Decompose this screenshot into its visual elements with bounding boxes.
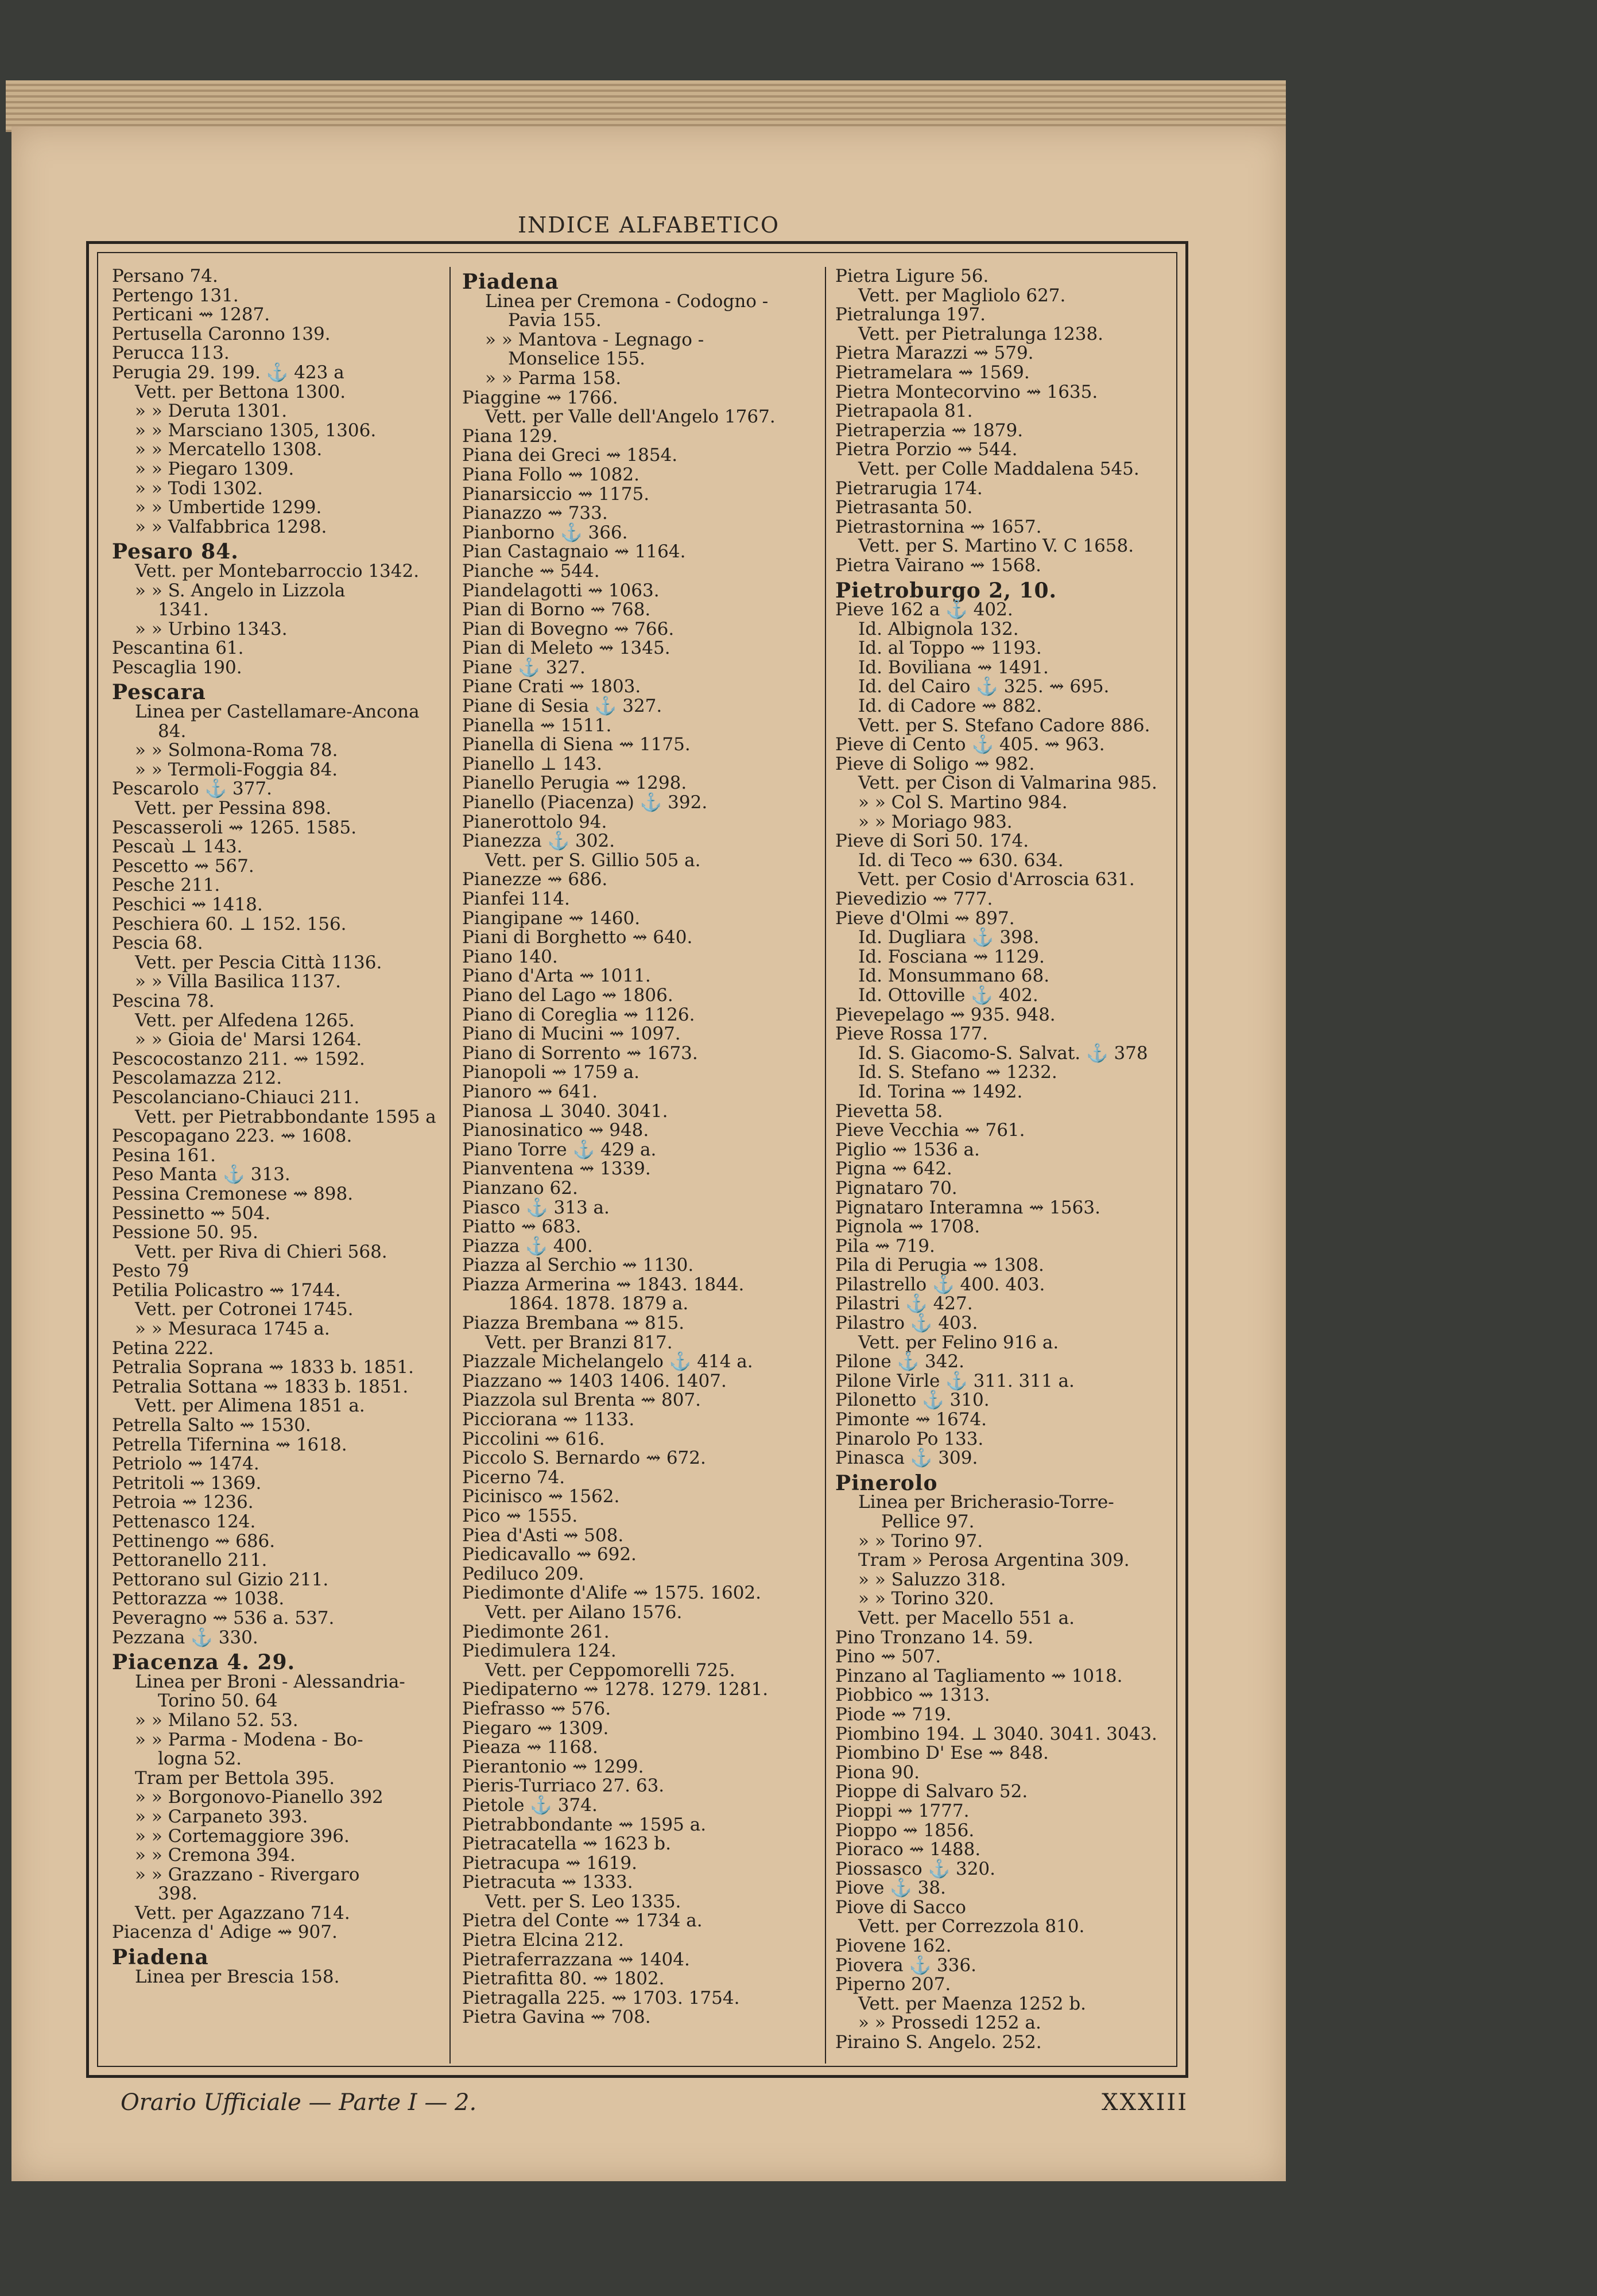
index-column-1	[112, 267, 439, 2064]
index-entry: Pescocostanzo 211. ⇝ 1592.	[112, 1048, 365, 1069]
index-entry: » » Saluzzo 318.	[858, 1569, 1006, 1590]
index-entry: 84.	[158, 720, 187, 742]
index-entry: Pianello Perugia ⇝ 1298.	[462, 773, 687, 794]
index-entry: Id. Torina ⇝ 1492.	[858, 1081, 1023, 1102]
index-entry: Piraino S. Angelo. 252.	[835, 2032, 1042, 2053]
index-entry: » » Deruta 1301.	[135, 401, 288, 422]
index-entry: Id. al Toppo ⇝ 1193.	[858, 638, 1042, 659]
index-entry: » » Cremona 394.	[135, 1845, 296, 1866]
index-entry: Piano Torre ⚓ 429 a.	[462, 1139, 657, 1160]
index-entry: Linea per Cremona - Codogno -	[485, 290, 769, 312]
index-entry: Pila ⇝ 719.	[835, 1235, 935, 1256]
index-entry: Pilastrello ⚓ 400. 403.	[835, 1274, 1045, 1295]
index-entry: Pierantonio ⇝ 1299.	[462, 1756, 644, 1777]
index-entry: Piperno 207.	[835, 1974, 951, 1995]
index-entry: Pilastro ⚓ 403.	[835, 1313, 978, 1334]
index-entry: Pilonetto ⚓ 310.	[835, 1390, 990, 1411]
index-entry: Piedipaterno ⇝ 1278. 1279. 1281.	[462, 1679, 769, 1700]
index-entry: Piazza Brembana ⇝ 815.	[462, 1313, 685, 1334]
index-entry: Pesto 79	[112, 1261, 189, 1282]
page-edge	[6, 80, 1286, 132]
index-entry: Piode ⇝ 719.	[835, 1704, 952, 1725]
index-entry: Pavia 155.	[508, 310, 602, 331]
index-entry: Pezzana ⚓ 330.	[112, 1627, 258, 1648]
index-entry: Pietra Vairano ⇝ 1568.	[835, 554, 1042, 576]
index-entry: Picerno 74.	[462, 1467, 565, 1488]
index-entry: Piedimonte d'Alife ⇝ 1575. 1602.	[462, 1583, 761, 1604]
index-entry: Piovene 162.	[835, 1936, 952, 1957]
index-heading: Pescara	[112, 680, 206, 705]
index-entry: Pietrapaola 81.	[835, 401, 973, 422]
index-entry: Pescetto ⇝ 567.	[112, 855, 254, 876]
index-entry: Pianoro ⇝ 641.	[462, 1081, 598, 1102]
index-entry: Pioppo ⇝ 1856.	[835, 1820, 975, 1841]
index-entry: Picinisco ⇝ 1562.	[462, 1486, 620, 1507]
index-entry: Vett. per Pietrabbondante 1595 a	[135, 1106, 436, 1127]
book-page	[11, 126, 1286, 2181]
index-entry: Piovera ⚓ 336.	[835, 1954, 976, 1976]
index-entry: Pieaza ⇝ 1168.	[462, 1737, 598, 1758]
index-entry: Vett. per Cosio d'Arroscia 631.	[858, 869, 1135, 890]
index-entry: Piglio ⇝ 1536 a.	[835, 1139, 980, 1160]
index-entry: Pietracuta ⇝ 1333.	[462, 1872, 633, 1893]
index-entry: Piombino D' Ese ⇝ 848.	[835, 1743, 1049, 1764]
index-entry: » » Todi 1302.	[135, 478, 263, 499]
index-entry: 1864. 1878. 1879 a.	[508, 1293, 689, 1314]
index-entry: Pioraco ⇝ 1488.	[835, 1839, 981, 1860]
index-entry: » » Borgonovo-Pianello 392	[135, 1787, 383, 1808]
index-entry: Piccolini ⇝ 616.	[462, 1428, 605, 1449]
index-entry: Id. S. Stefano ⇝ 1232.	[858, 1062, 1057, 1083]
index-entry: Vett. per Branzi 817.	[485, 1332, 673, 1353]
page-number: XXXIII	[1102, 2089, 1188, 2116]
index-entry: Pianfei 114.	[462, 889, 570, 909]
index-entry: Pieve Rossa 177.	[835, 1023, 989, 1045]
index-entry: Pietole ⚓ 374.	[462, 1794, 598, 1816]
index-entry: Pietra Elcina 212.	[462, 1930, 624, 1951]
index-entry: Pila di Perugia ⇝ 1308.	[835, 1255, 1044, 1276]
index-entry: » » Valfabbrica 1298.	[135, 516, 327, 537]
footer-title: Orario Ufficiale — Parte I — 2.	[121, 2089, 477, 2116]
index-entry: Id. del Cairo ⚓ 325. ⇝ 695.	[858, 676, 1110, 697]
index-entry: Linea per Broni - Alessandria-	[135, 1671, 405, 1692]
index-entry: Vett. per Felino 916 a.	[858, 1332, 1059, 1353]
index-entry: Pieve di Cento ⚓ 405. ⇝ 963.	[835, 734, 1105, 755]
index-entry: » » Parma - Modena - Bo-	[135, 1729, 363, 1750]
index-entry: Vett. per Alimena 1851 a.	[135, 1395, 365, 1417]
index-entry: Pinarolo Po 133.	[835, 1428, 984, 1449]
index-entry: Piano del Lago ⇝ 1806.	[462, 984, 673, 1006]
index-entry: Piana Follo ⇝ 1082.	[462, 464, 639, 485]
index-entry: Pescantina 61.	[112, 638, 244, 659]
index-entry: Tram per Bettola 395.	[135, 1767, 335, 1789]
index-entry: Piazza al Serchio ⇝ 1130.	[462, 1255, 694, 1276]
index-entry: Pino ⇝ 507.	[835, 1646, 941, 1667]
index-entry: Pertengo 131.	[112, 285, 239, 306]
index-entry: Pieve 162 a ⚓ 402.	[835, 599, 1013, 620]
index-entry: Pessione 50. 95.	[112, 1222, 258, 1243]
index-entry: Pilastri ⚓ 427.	[835, 1293, 973, 1314]
index-entry: Piana 129.	[462, 425, 558, 447]
index-entry: » » Mercatello 1308.	[135, 439, 323, 460]
index-entry: Pescolamazza 212.	[112, 1068, 282, 1089]
index-entry: Piazzano ⇝ 1403 1406. 1407.	[462, 1370, 727, 1391]
index-entry: Vett. per Agazzano 714.	[135, 1902, 350, 1923]
index-entry: Pessina Cremonese ⇝ 898.	[112, 1183, 354, 1204]
index-entry: Pietrastornina ⇝ 1657.	[835, 516, 1042, 537]
index-entry: Pianerottolo 94.	[462, 811, 607, 832]
index-entry: Pianello ⊥ 143.	[462, 753, 602, 774]
index-entry: Piea d'Asti ⇝ 508.	[462, 1525, 624, 1546]
index-entry: Perticani ⇝ 1287.	[112, 304, 270, 325]
index-entry: Monselice 155.	[508, 348, 646, 370]
index-entry: Pianello (Piacenza) ⚓ 392.	[462, 792, 708, 813]
index-entry: Piano di Mucini ⇝ 1097.	[462, 1023, 681, 1045]
index-entry: » » Solmona-Roma 78.	[135, 740, 338, 761]
index-entry: Pietralunga 197.	[835, 304, 986, 325]
index-entry: Linea per Brescia 158.	[135, 1966, 340, 1987]
index-entry: Id. Albignola 132.	[858, 618, 1019, 639]
index-frame	[86, 241, 1188, 2078]
index-entry: » » S. Angelo in Lizzola	[135, 580, 346, 601]
index-entry: Petralia Soprana ⇝ 1833 b. 1851.	[112, 1357, 414, 1378]
index-entry: Picciorana ⇝ 1133.	[462, 1409, 635, 1430]
column-divider	[449, 267, 451, 2064]
index-entry: Pescaù ⊥ 143.	[112, 836, 243, 858]
index-entry: Pievepelago ⇝ 935. 948.	[835, 1004, 1056, 1025]
index-entry: Pettorazza ⇝ 1038.	[112, 1588, 285, 1609]
index-entry: Piaggine ⇝ 1766.	[462, 387, 618, 408]
index-entry: Pianarsiccio ⇝ 1175.	[462, 483, 650, 505]
index-entry: Pievedizio ⇝ 777.	[835, 889, 993, 909]
index-entry: Piccolo S. Bernardo ⇝ 672.	[462, 1448, 706, 1469]
index-entry: Pianezza ⚓ 302.	[462, 831, 615, 852]
index-entry: Id. Ottoville ⚓ 402.	[858, 984, 1038, 1006]
index-entry: Piombino 194. ⊥ 3040. 3041. 3043.	[835, 1723, 1157, 1744]
index-entry: Vett. per Alfedena 1265.	[135, 1010, 355, 1031]
index-entry: Vett. per S. Stefano Cadore 886.	[858, 715, 1150, 736]
index-entry: Pescia 68.	[112, 933, 203, 954]
index-entry: Pignataro 70.	[835, 1177, 958, 1199]
index-entry: Vett. per Valle dell'Angelo 1767.	[485, 406, 776, 428]
index-entry: Pietraferrazzana ⇝ 1404.	[462, 1949, 690, 1970]
index-entry: Peschiera 60. ⊥ 152. 156.	[112, 913, 347, 934]
index-heading: Pesaro 84.	[112, 540, 239, 564]
index-entry: » » Col S. Martino 984.	[858, 792, 1068, 813]
index-entry: Pescopagano 223. ⇝ 1608.	[112, 1126, 352, 1147]
index-entry: » » Mantova - Legnago -	[485, 329, 704, 350]
index-entry: Pietrarugia 174.	[835, 478, 983, 499]
index-entry: Vett. per Cotronei 1745.	[135, 1299, 354, 1320]
index-entry: Pediluco 209.	[462, 1563, 584, 1584]
index-entry: logna 52.	[158, 1748, 242, 1770]
index-entry: Pinzano al Tagliamento ⇝ 1018.	[835, 1665, 1123, 1686]
index-entry: Vett. per Maenza 1252 b.	[858, 1993, 1087, 2014]
index-entry: Pessinetto ⇝ 504.	[112, 1203, 271, 1224]
index-column-2	[462, 267, 812, 2064]
index-entry: Piatto ⇝ 683.	[462, 1216, 582, 1238]
index-entry: Linea per Bricherasio-Torre-	[858, 1492, 1114, 1513]
index-entry: Piedimulera 124.	[462, 1640, 617, 1662]
index-entry: Peso Manta ⚓ 313.	[112, 1164, 290, 1185]
index-entry: Piossasco ⚓ 320.	[835, 1858, 995, 1879]
index-entry: Piani di Borghetto ⇝ 640.	[462, 927, 693, 948]
index-entry: Peschici ⇝ 1418.	[112, 894, 263, 915]
index-heading: Pinerolo	[835, 1471, 938, 1495]
index-entry: Pesina 161.	[112, 1145, 216, 1166]
index-entry: Piane ⚓ 327.	[462, 657, 586, 678]
index-entry: Vett. per Cison di Valmarina 985.	[858, 773, 1157, 794]
index-entry: Pettorano sul Gizio 211.	[112, 1569, 329, 1590]
index-entry: Pianazzo ⇝ 733.	[462, 503, 608, 524]
index-entry: Pietraperzia ⇝ 1879.	[835, 420, 1024, 441]
index-entry: Piazzale Michelangelo ⚓ 414 a.	[462, 1351, 753, 1372]
index-entry: Vett. per Pessina 898.	[135, 798, 332, 819]
index-entry: Pieve Vecchia ⇝ 761.	[835, 1120, 1025, 1141]
index-entry: 398.	[158, 1883, 198, 1905]
index-entry: Pietragalla 225. ⇝ 1703. 1754.	[462, 1987, 740, 2008]
index-entry: Linea per Castellamare-Ancona	[135, 701, 420, 723]
index-entry: Piasco ⚓ 313 a.	[462, 1197, 610, 1218]
index-entry: Id. Fosciana ⇝ 1129.	[858, 946, 1045, 967]
index-entry: Piana dei Greci ⇝ 1854.	[462, 445, 678, 466]
index-entry: Pietra Ligure 56.	[835, 267, 989, 286]
index-entry: Id. S. Giacomo-S. Salvat. ⚓ 378	[858, 1042, 1148, 1064]
index-entry: Vett. per S. Leo 1335.	[485, 1891, 681, 1912]
index-entry: » » Piegaro 1309.	[135, 458, 294, 479]
index-entry: Piedicavallo ⇝ 692.	[462, 1544, 637, 1565]
index-entry: Pimonte ⇝ 1674.	[835, 1409, 987, 1430]
index-entry: Pioppi ⇝ 1777.	[835, 1800, 970, 1821]
index-entry: Petilia Policastro ⇝ 1744.	[112, 1279, 341, 1301]
index-entry: Piazzola sul Brenta ⇝ 807.	[462, 1390, 701, 1411]
index-entry: Petrella Salto ⇝ 1530.	[112, 1415, 311, 1436]
index-heading: Pietroburgo 2, 10.	[835, 578, 1057, 603]
index-entry: Pignataro Interamna ⇝ 1563.	[835, 1197, 1100, 1218]
index-entry: Pettenasco 124.	[112, 1511, 256, 1532]
index-entry: Id. Monsummano 68.	[858, 965, 1050, 987]
index-entry: Pietra Marazzi ⇝ 579.	[835, 343, 1034, 364]
index-entry: Pescina 78.	[112, 990, 215, 1011]
index-entry: Pesche 211.	[112, 875, 220, 896]
index-entry: Pescolanciano-Chiauci 211.	[112, 1087, 360, 1108]
index-entry: » » Umbertide 1299.	[135, 497, 322, 518]
index-entry: Persano 74.	[112, 267, 218, 286]
index-entry: Pignola ⇝ 1708.	[835, 1216, 980, 1238]
index-entry: Piane di Sesia ⚓ 327.	[462, 696, 662, 717]
index-entry: Petrella Tifernina ⇝ 1618.	[112, 1434, 347, 1455]
index-entry: Pieve di Soligo ⇝ 982.	[835, 753, 1035, 774]
index-entry: Pino Tronzano 14. 59.	[835, 1627, 1034, 1648]
index-entry: Pietra Montecorvino ⇝ 1635.	[835, 381, 1098, 402]
index-entry: Pietrasanta 50.	[835, 497, 973, 518]
index-entry: Vett. per Macello 551 a.	[858, 1607, 1075, 1628]
index-entry: Piona 90.	[835, 1762, 920, 1783]
index-entry: Pian di Borno ⇝ 768.	[462, 599, 651, 620]
index-entry: Pianosinatico ⇝ 948.	[462, 1120, 649, 1141]
index-entry: Pietrafitta 80. ⇝ 1802.	[462, 1968, 665, 1989]
index-entry: Pian Castagnaio ⇝ 1164.	[462, 541, 686, 563]
index-entry: Piano di Sorrento ⇝ 1673.	[462, 1042, 698, 1064]
index-entry: Pigna ⇝ 642.	[835, 1158, 952, 1180]
index-entry: Vett. per Colle Maddalena 545.	[858, 458, 1139, 479]
index-entry: Piacenza d' Adige ⇝ 907.	[112, 1922, 338, 1943]
index-entry: Pettinengo ⇝ 686.	[112, 1530, 276, 1552]
index-entry: » » Torino 320.	[858, 1588, 994, 1609]
index-entry: Pianopoli ⇝ 1759 a.	[462, 1062, 639, 1083]
index-entry: Pianborno ⚓ 366.	[462, 522, 628, 543]
index-entry: Petralia Sottana ⇝ 1833 b. 1851.	[112, 1376, 409, 1397]
index-entry: Petriolo ⇝ 1474.	[112, 1453, 259, 1475]
index-entry: Id. di Teco ⇝ 630. 634.	[858, 850, 1064, 871]
index-entry: Petina 222.	[112, 1337, 214, 1359]
index-entry: Piedimonte 261.	[462, 1621, 610, 1642]
index-entry: Pianzano 62.	[462, 1177, 578, 1199]
index-entry: » » Cortemaggiore 396.	[135, 1825, 350, 1847]
index-entry: Pertusella Caronno 139.	[112, 323, 331, 344]
index-entry: Vett. per S. Gillio 505 a.	[485, 850, 701, 871]
index-entry: Petritoli ⇝ 1369.	[112, 1472, 262, 1494]
index-entry: » » Urbino 1343.	[135, 618, 288, 639]
index-entry: Pievetta 58.	[835, 1100, 943, 1122]
index-entry: Piano 140.	[462, 946, 558, 967]
index-entry: » » Gioia de' Marsi 1264.	[135, 1029, 362, 1050]
index-entry: Pilone ⚓ 342.	[835, 1351, 964, 1372]
index-entry: Id. di Cadore ⇝ 882.	[858, 696, 1042, 717]
index-entry: Pioppe di Salvaro 52.	[835, 1781, 1028, 1802]
index-column-3	[835, 267, 1180, 2064]
index-entry: Pianella di Siena ⇝ 1175.	[462, 734, 691, 755]
index-entry: » » Milano 52. 53.	[135, 1709, 299, 1731]
page-header: INDICE ALFABETICO	[517, 212, 780, 238]
index-entry: Pietracupa ⇝ 1619.	[462, 1852, 637, 1874]
index-entry: Vett. per Pietralunga 1238.	[858, 323, 1104, 344]
index-entry: Vett. per Magliolo 627.	[858, 285, 1066, 306]
index-entry: Pietrabbondante ⇝ 1595 a.	[462, 1814, 707, 1835]
index-entry: Piangipane ⇝ 1460.	[462, 907, 641, 929]
index-entry: Tram » Perosa Argentina 309.	[858, 1550, 1130, 1571]
index-entry: Piove ⚓ 38.	[835, 1878, 946, 1899]
column-divider	[825, 267, 826, 2064]
index-entry: Pescarolo ⚓ 377.	[112, 778, 272, 800]
index-entry: 1341.	[158, 599, 209, 620]
index-entry: Vett. per Ceppomorelli 725.	[485, 1659, 735, 1681]
index-entry: Petroia ⇝ 1236.	[112, 1492, 254, 1513]
index-entry: Piegaro ⇝ 1309.	[462, 1717, 609, 1739]
index-entry: Piane Crati ⇝ 1803.	[462, 676, 641, 697]
index-entry: Vett. per Pescia Città 1136.	[135, 952, 382, 973]
index-entry: Vett. per Montebarroccio 1342.	[135, 560, 420, 581]
index-entry: Vett. per Riva di Chieri 568.	[135, 1241, 387, 1262]
index-entry: Pianezze ⇝ 686.	[462, 869, 608, 890]
index-heading: Piadena	[462, 270, 559, 294]
index-entry: Piobbico ⇝ 1313.	[835, 1685, 990, 1706]
index-entry: » » Carpaneto 393.	[135, 1806, 308, 1827]
index-entry: » » Grazzano - Rivergaro	[135, 1864, 360, 1885]
index-entry: Pieve di Sori 50. 174.	[835, 831, 1029, 852]
index-entry: Id. Dugliara ⚓ 398.	[858, 927, 1040, 948]
index-entry: Vett. per S. Martino V. C 1658.	[858, 536, 1134, 557]
index-entry: Pinasca ⚓ 309.	[835, 1448, 978, 1469]
index-heading: Piacenza 4. 29.	[112, 1650, 296, 1675]
index-entry: Pietracatella ⇝ 1623 b.	[462, 1833, 671, 1855]
index-entry: Pico ⇝ 1555.	[462, 1506, 578, 1526]
index-entry: Piazza ⚓ 400.	[462, 1235, 593, 1256]
index-entry: Perucca 113.	[112, 343, 230, 364]
index-entry: Torino 50. 64	[158, 1690, 278, 1712]
index-entry: Piano d'Arta ⇝ 1011.	[462, 965, 651, 987]
index-entry: Pian di Bovegno ⇝ 766.	[462, 618, 675, 639]
index-entry: Pianventena ⇝ 1339.	[462, 1158, 651, 1180]
index-entry: Pieve d'Olmi ⇝ 897.	[835, 907, 1015, 929]
index-entry: » » Mesuraca 1745 a.	[135, 1318, 330, 1340]
index-entry: Id. Boviliana ⇝ 1491.	[858, 657, 1049, 678]
index-entry: Piove di Sacco	[835, 1896, 966, 1918]
index-entry: Vett. per Correzzola 810.	[858, 1916, 1085, 1937]
index-entry: Pianella ⇝ 1511.	[462, 715, 612, 736]
index-entry: » » Prossedi 1252 a.	[858, 2012, 1041, 2034]
index-entry: Pianche ⇝ 544.	[462, 560, 600, 581]
index-entry: Piazza Armerina ⇝ 1843. 1844.	[462, 1274, 745, 1295]
index-heading: Piadena	[112, 1945, 209, 1970]
index-entry: Pietra del Conte ⇝ 1734 a.	[462, 1910, 703, 1932]
index-entry: Vett. per Bettona 1300.	[135, 381, 346, 402]
index-entry: Pianosa ⊥ 3040. 3041.	[462, 1100, 668, 1122]
index-entry: Peveragno ⇝ 536 a. 537.	[112, 1607, 335, 1628]
index-entry: Pieris-Turriaco 27. 63.	[462, 1775, 665, 1797]
index-entry: Piandelagotti ⇝ 1063.	[462, 580, 660, 601]
index-entry: » » Marsciano 1305, 1306.	[135, 420, 377, 441]
index-entry: Perugia 29. 199. ⚓ 423 a	[112, 362, 344, 383]
index-entry: » » Parma 158.	[485, 367, 622, 389]
index-entry: Pellice 97.	[881, 1511, 975, 1532]
index-entry: Pietra Gavina ⇝ 708.	[462, 2007, 651, 2028]
index-entry: » » Moriago 983.	[858, 811, 1013, 832]
index-entry: » » Torino 97.	[858, 1530, 983, 1552]
index-entry: Pescasseroli ⇝ 1265. 1585.	[112, 817, 357, 838]
index-entry: » » Villa Basilica 1137.	[135, 971, 341, 992]
index-entry: Pescaglia 190.	[112, 657, 242, 678]
index-entry: Pian di Meleto ⇝ 1345.	[462, 638, 670, 659]
index-entry: Pietramelara ⇝ 1569.	[835, 362, 1030, 383]
index-entry: Pettoranello 211.	[112, 1550, 268, 1571]
index-entry: Piefrasso ⇝ 576.	[462, 1698, 611, 1719]
index-entry: » » Termoli-Foggia 84.	[135, 759, 338, 780]
index-entry: Piano di Coreglia ⇝ 1126.	[462, 1004, 695, 1025]
index-entry: Vett. per Ailano 1576.	[485, 1601, 683, 1623]
index-entry: Pietra Porzio ⇝ 544.	[835, 439, 1018, 460]
index-entry: Pilone Virle ⚓ 311. 311 a.	[835, 1370, 1075, 1391]
